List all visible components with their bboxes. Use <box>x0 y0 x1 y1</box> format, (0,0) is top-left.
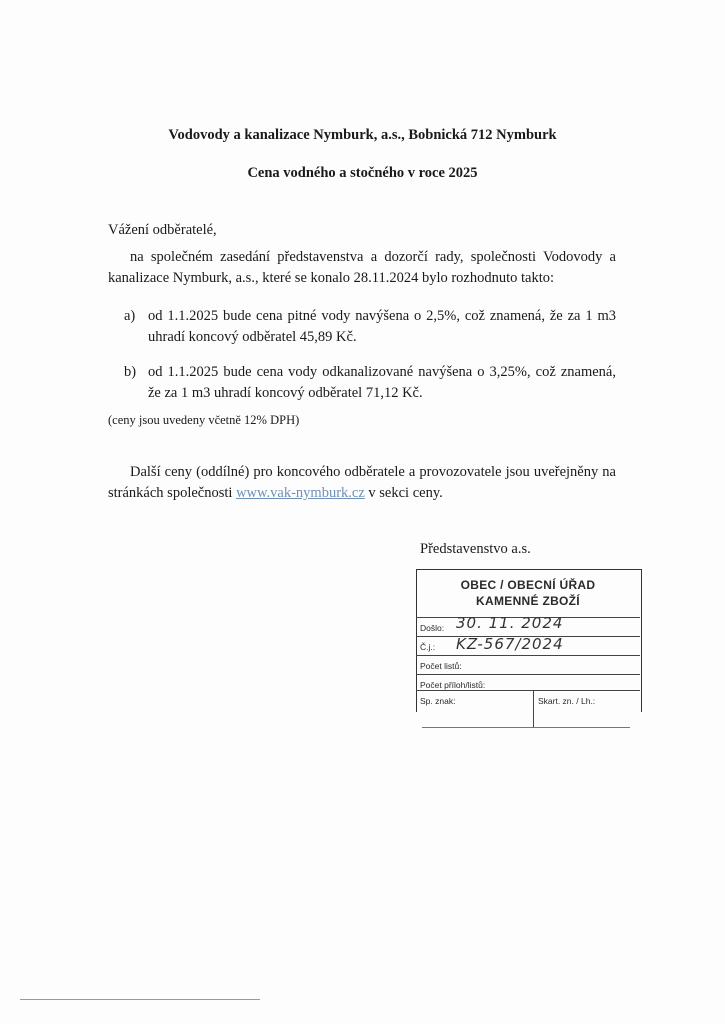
filing-label: Sp. znak: <box>420 696 456 706</box>
further-text: Další ceny (oddílné) pro koncového odběratele a provozovatele jsou uveřejněny na stránkách společnosti <box>108 464 616 501</box>
salutation: Vážení odběratelé, <box>108 222 217 238</box>
received-date-handwritten: 30. 11. 2024 <box>456 614 564 632</box>
subject-heading: Cena vodného a stočného v roce 2025 <box>247 165 478 181</box>
footer-rule <box>20 999 260 1000</box>
shred-label: Skart. zn. / Lh.: <box>538 696 596 706</box>
stamp-title <box>416 577 640 609</box>
stamp-bottom-line <box>422 727 630 728</box>
list-item <box>124 362 616 404</box>
intro-text: na společném zasedání představenstva a dozorčí rady, společnosti Vodovody a kanalizace Nymburk, a.s., které se konalo 28.11.2024 bylo rozhodnuto takto: <box>108 249 616 286</box>
registry-stamp <box>416 569 642 729</box>
attachments-label: Počet příloh/listů: <box>420 680 486 690</box>
stamp-title-line1: OBEC / OBECNÍ ÚŘAD <box>460 578 596 592</box>
website-link[interactable]: www.vak-nymburk.cz <box>236 485 365 501</box>
intro-paragraph <box>108 247 616 289</box>
further-text-end: v sekci ceny. <box>368 485 443 501</box>
signature: Představenstvo a.s. <box>420 541 531 557</box>
stamp-row-received <box>416 614 640 637</box>
list-item-marker: b) <box>124 364 137 380</box>
reference-handwritten: KZ-567/2024 <box>456 635 564 653</box>
stamp-title-line2: KAMENNÉ ZBOŽÍ <box>476 594 580 608</box>
stamp-row-sheets <box>416 655 640 675</box>
sheets-label: Počet listů: <box>420 661 462 671</box>
further-paragraph <box>108 462 616 504</box>
list-item-text: od 1.1.2025 bude cena pitné vody navýšena o 2,5%, což znamená, že za 1 m3 uhradí koncový odběratel 45,89 Kč. <box>148 308 616 345</box>
stamp-row-reference <box>416 636 640 656</box>
company-heading: Vodovody a kanalizace Nymburk, a.s., Bobnická 712 Nymburk <box>168 127 557 143</box>
list-item-text: od 1.1.2025 bude cena vody odkanalizované navýšena o 3,25%, což znamená, že za 1 m3 uhradí koncový odběratel 71,12 Kč. <box>148 364 616 401</box>
stamp-divider <box>533 691 534 727</box>
stamp-row-filing <box>416 690 640 713</box>
vat-note: (ceny jsou uvedeny včetně 12% DPH) <box>108 413 300 427</box>
list-item-marker: a) <box>124 308 136 324</box>
list-item <box>124 306 616 348</box>
reference-label: Č.j.: <box>420 642 436 652</box>
received-label: Došlo: <box>420 623 445 633</box>
